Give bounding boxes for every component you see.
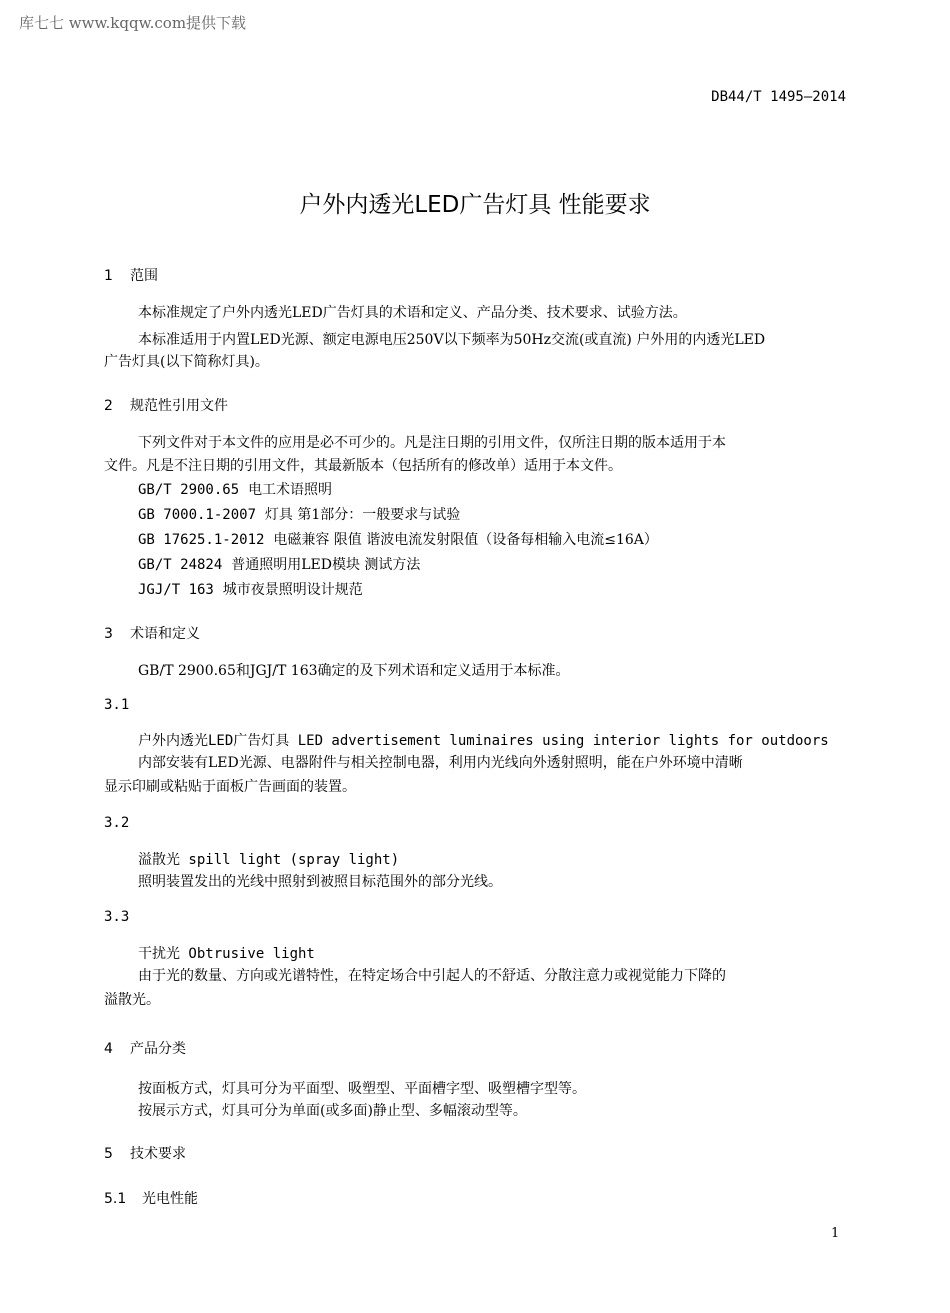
- reference-name: 城市夜景照明设计规范: [222, 582, 363, 598]
- section-title: 术语和定义: [130, 626, 200, 642]
- term-3-3-name: 干扰光 Obtrusive light: [138, 946, 315, 962]
- term-3-1-def-line-2: 显示印刷或粘贴于面板广告画面的装置。: [104, 779, 356, 795]
- section-2-para-line-1: 下列文件对于本文件的应用是必不可少的。凡是注日期的引用文件，仅所注日期的版本适用于本: [138, 435, 726, 451]
- section-1-para-2-line-1: 本标准适用于内置LED光源、额定电源电压250V以下频率为50Hz交流(或直流) 户外用的内透光LED: [138, 332, 766, 348]
- term-3-3-number: 3.3: [104, 909, 130, 925]
- subsection-5-1-heading: [104, 1188, 198, 1208]
- section-1-para-2-line-2: 广告灯具(以下简称灯具)。: [104, 354, 269, 370]
- term-3-3-def-line-2: 溢散光。: [104, 992, 160, 1008]
- section-1-para-1: 本标准规定了户外内透光LED广告灯具的术语和定义、产品分类、技术要求、试验方法。: [138, 305, 687, 321]
- section-4-para-1: 按面板方式，灯具可分为平面型、吸塑型、平面槽字型、吸塑槽字型等。: [138, 1081, 586, 1097]
- reference-item: [138, 479, 332, 499]
- section-2-heading: [104, 395, 228, 415]
- section-number: 3: [104, 626, 113, 642]
- reference-code: GB 7000.1-2007: [138, 507, 257, 523]
- reference-code: GB/T 24824: [138, 557, 223, 573]
- term-3-1-number: 3.1: [104, 697, 130, 713]
- page-number: 1: [831, 1226, 840, 1241]
- reference-item: [138, 579, 363, 599]
- reference-item: [138, 554, 420, 574]
- section-4-para-2: 按展示方式，灯具可分为单面(或多面)静止型、多幅滚动型等。: [138, 1103, 527, 1119]
- reference-name: 普通照明用LED模块 测试方法: [231, 557, 421, 573]
- subsection-title: 光电性能: [142, 1191, 198, 1207]
- term-3-2-name: 溢散光 spill light (spray light): [138, 852, 400, 868]
- term-3-2-number: 3.2: [104, 815, 130, 831]
- section-2-para-line-2: 文件。凡是不注日期的引用文件，其最新版本（包括所有的修改单）适用于本文件。: [104, 458, 622, 474]
- document-title: 户外内透光LED广告灯具 性能要求: [299, 192, 651, 218]
- section-1-heading: [104, 265, 158, 285]
- reference-item: [138, 504, 460, 524]
- reference-name: 灯具 第1部分：一般要求与试验: [264, 507, 461, 523]
- section-3-intro: GB/T 2900.65和JGJ/T 163确定的及下列术语和定义适用于本标准。: [138, 663, 570, 679]
- watermark: 库七七 www.kqqw.com提供下载: [19, 14, 247, 32]
- section-number: 5: [104, 1146, 113, 1162]
- reference-name: 电工术语照明: [248, 482, 333, 498]
- section-title: 产品分类: [130, 1041, 186, 1057]
- reference-item: [138, 529, 658, 549]
- term-3-2-def: 照明装置发出的光线中照射到被照目标范围外的部分光线。: [138, 874, 502, 890]
- section-title: 技术要求: [130, 1146, 186, 1162]
- reference-code: GB 17625.1-2012: [138, 532, 265, 548]
- section-5-heading: [104, 1143, 186, 1163]
- reference-code: JGJ/T 163: [138, 582, 214, 598]
- term-3-3-def-line-1: 由于光的数量、方向或光谱特性，在特定场合中引起人的不舒适、分散注意力或视觉能力下降的: [138, 968, 726, 984]
- reference-name: 电磁兼容 限值 谐波电流发射限值（设备每相输入电流≤16A）: [273, 532, 658, 548]
- section-title: 规范性引用文件: [130, 398, 228, 414]
- reference-code: GB/T 2900.65: [138, 482, 240, 498]
- term-3-1-name: 户外内透光LED广告灯具 LED advertisement luminaires using interior lights for outdoors: [138, 733, 829, 749]
- section-3-heading: [104, 623, 200, 643]
- section-title: 范围: [130, 268, 158, 284]
- section-number: 4: [104, 1041, 113, 1057]
- section-number: 1: [104, 268, 113, 284]
- standard-number: DB44/T 1495—2014: [711, 89, 846, 105]
- section-number: 2: [104, 398, 113, 414]
- section-4-heading: [104, 1038, 186, 1058]
- subsection-number: 5.1: [104, 1191, 127, 1207]
- term-3-1-def-line-1: 内部安装有LED光源、电器附件与相关控制电器，利用内光线向外透射照明，能在户外环境中清晰: [138, 755, 743, 771]
